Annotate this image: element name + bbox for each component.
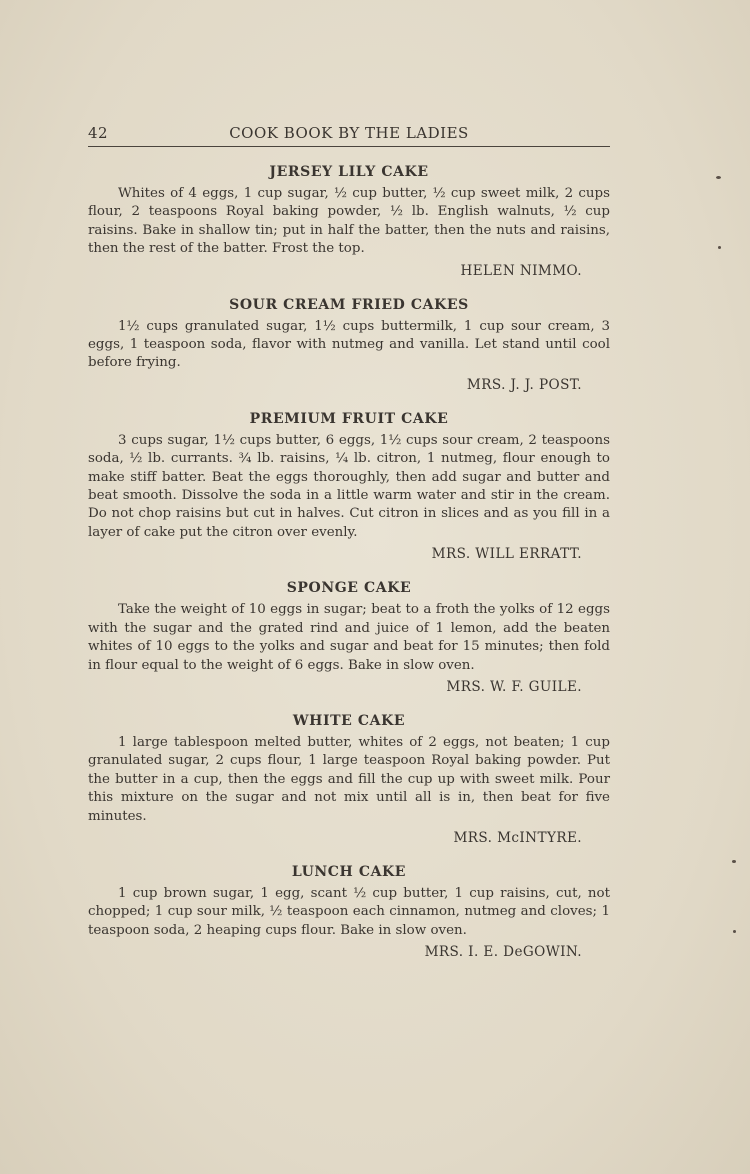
recipe — [88, 579, 610, 696]
recipe-author: MRS. McINTYRE. — [453, 829, 582, 846]
paper-speck — [716, 176, 721, 179]
recipe-author: MRS. J. J. POST. — [466, 376, 582, 393]
recipe — [88, 863, 610, 961]
recipe-title: SOUR CREAM FRIED CAKES — [229, 296, 469, 313]
recipe — [88, 163, 610, 280]
paper-speck — [733, 930, 736, 933]
recipe-body: 1½ cups granulated sugar, 1½ cups buttermilk, 1 cup sour cream, 3 eggs, 1 teaspoon soda, flavor with nutmeg and vanilla. Let stand until cool before frying. — [88, 318, 610, 371]
recipe-title: WHITE CAKE — [292, 712, 406, 729]
recipe-body: 3 cups sugar, 1½ cups butter, 6 eggs, 1½ cups sour cream, 2 teaspoons soda, ½ lb. currants. ¾ lb. raisins, ¼ lb. citron, 1 nutmeg, flour enough to make stiff batter. Beat the eggs thoroughly, then add sugar and butter and beat smooth. Dissolve the soda in a little warm water and stir in the cream. Do not chop raisins but cut in halves. Cut citron in slices and as you fill in a layer of cake put the citron over evenly. — [88, 432, 610, 540]
page-number: 42 — [88, 124, 109, 142]
page-header — [88, 124, 610, 147]
recipe-title: LUNCH CAKE — [291, 863, 407, 880]
paper-speck — [732, 860, 736, 863]
running-title: COOK BOOK BY THE LADIES — [229, 124, 469, 142]
recipe — [88, 296, 610, 394]
recipe-body: 1 large tablespoon melted butter, whites of 2 eggs, not beaten; 1 cup granulated sugar, 2 cups flour, 1 large teaspoon Royal baking powder. Put the butter in a cup, then the eggs and fill the cup up with sweet milk. Pour this mixture on the sugar and not mix until all is in, then beat for five minutes. — [88, 734, 610, 824]
recipe-author: MRS. W. F. GUILE. — [446, 678, 582, 695]
recipe-title: JERSEY LILY CAKE — [269, 164, 429, 180]
recipe-body: Whites of 4 eggs, 1 cup sugar, ½ cup butter, ½ cup sweet milk, 2 cups flour, 2 teaspoons Royal baking powder, ½ lb. English walnuts, ½ cup raisins. Bake in shallow tin; put in half the batter, then the nuts and raisins, then the rest of the batter. Frost the top. — [88, 186, 610, 257]
recipe-author: MRS. WILL ERRATT. — [431, 546, 582, 563]
recipe — [88, 712, 610, 847]
recipe-author: HELEN NIMMO. — [460, 262, 582, 279]
recipe-author: MRS. I. E. DeGOWIN. — [424, 944, 582, 961]
recipe-title: SPONGE CAKE — [286, 580, 412, 597]
paper-speck — [718, 246, 721, 249]
recipe-body: Take the weight of 10 eggs in sugar; beat to a froth the yolks of 12 eggs with the sugar and the grated rind and juice of 1 lemon, add the beaten whites of 10 eggs to the yolks and sugar and beat for 15 minutes; then fold in flour equal to the weight of 6 eggs. Bake in slow oven. — [88, 602, 610, 673]
recipe-title: PREMIUM FRUIT CAKE — [249, 410, 449, 427]
page — [88, 124, 610, 961]
recipe-body: 1 cup brown sugar, 1 egg, scant ½ cup butter, 1 cup raisins, cut, not chopped; 1 cup sour milk, ½ teaspoon each cinnamon, nutmeg and cloves; 1 teaspoon soda, 2 heaping cups flour. Bake in slow oven. — [88, 885, 610, 938]
recipe — [88, 410, 610, 563]
